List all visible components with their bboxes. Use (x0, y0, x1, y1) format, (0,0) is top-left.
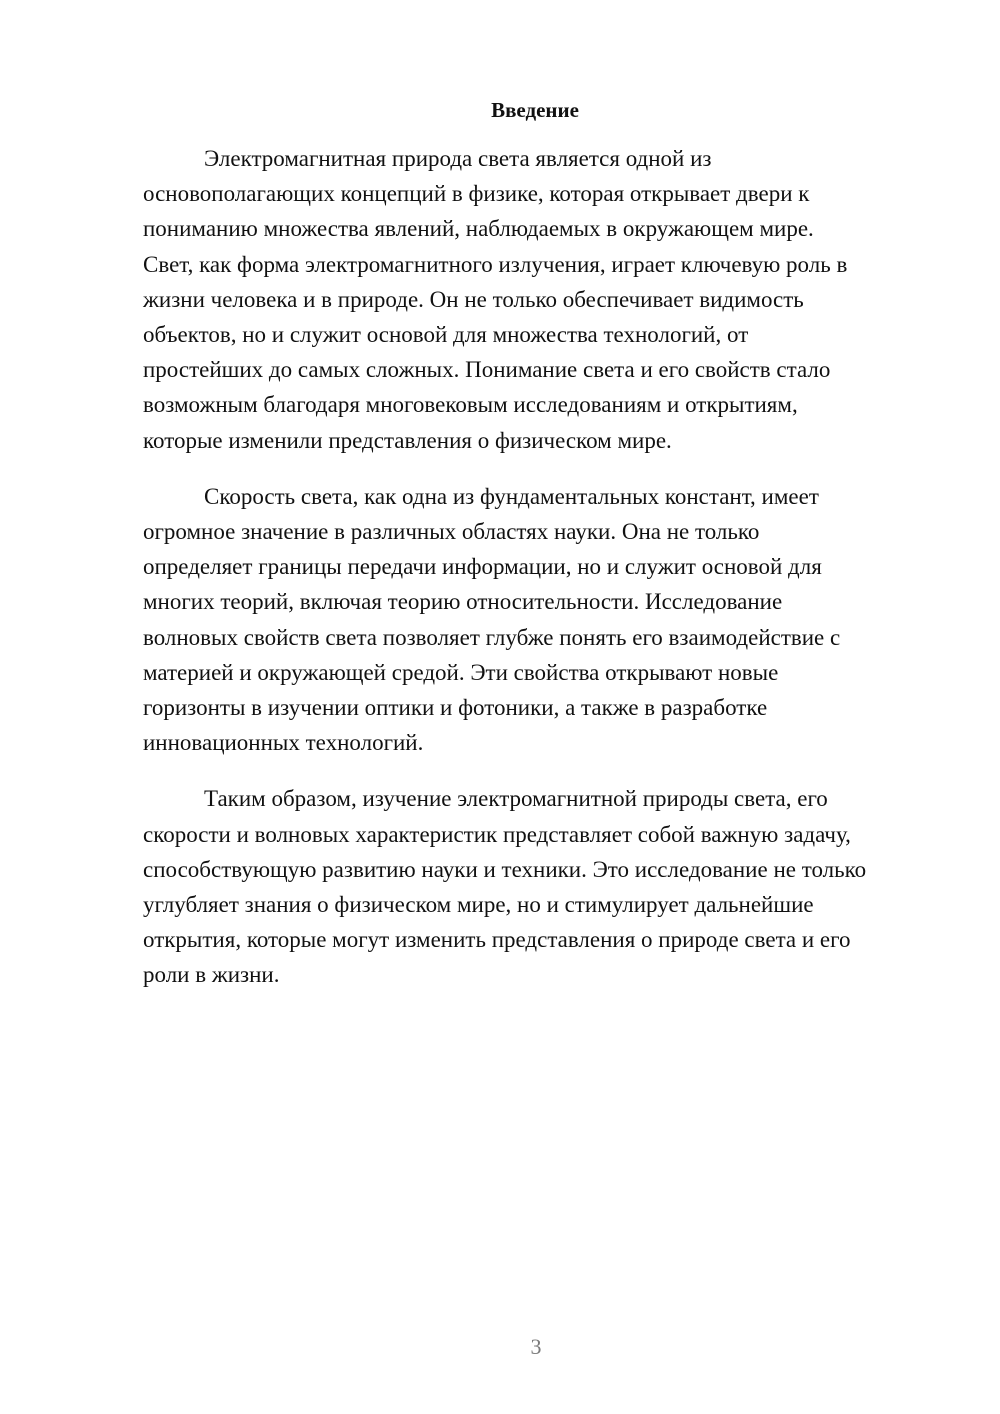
paragraph-line: основополагающих концепций в физике, которая открывает двери к (143, 181, 810, 207)
paragraph-line: объектов, но и служит основой для множества технологий, от (143, 322, 749, 348)
paragraph-2 (143, 479, 928, 761)
paragraph-line: роли в жизни. (143, 962, 280, 988)
paragraph-line: возможным благодаря многовековым исследованиям и открытиям, (143, 392, 798, 418)
paragraph-line: определяет границы передачи информации, но и служит основой для (143, 554, 822, 580)
page-title: Введение (491, 98, 579, 122)
paragraph-line: углубляет знания о физическом мире, но и стимулирует дальнейшие (143, 892, 814, 918)
paragraph-line: Скорость света, как одна из фундаментальных констант, имеет (204, 483, 819, 509)
paragraph-line: материей и окружающей средой. Эти свойства открывают новые (143, 659, 779, 685)
paragraph-line: инновационных технологий. (143, 730, 424, 756)
paragraph-line: способствующую развитию науки и техники. Это исследование не только (143, 856, 867, 882)
paragraph-line: скорости и волновых характеристик представляет собой важную задачу, (143, 821, 851, 847)
paragraph-line: огромное значение в различных областях науки. Она не только (143, 519, 760, 545)
paragraph-line: горизонты в изучении оптики и фотоники, а также в разработке (143, 695, 768, 721)
paragraph-line: которые изменили представления о физическом мире. (143, 427, 672, 453)
paragraph-line: открытия, которые могут изменить представления о природе света и его (143, 927, 851, 953)
paragraph-1 (143, 141, 928, 458)
paragraph-line: многих теорий, включая теорию относительности. Исследование (143, 589, 783, 615)
paragraph-line: Свет, как форма электромагнитного излучения, играет ключевую роль в (143, 251, 848, 277)
paragraph-line: жизни человека и в природе. Он не только обеспечивает видимость (143, 286, 804, 312)
body-text (143, 141, 928, 993)
paragraph-3 (143, 781, 928, 992)
page-number: 3 (530, 1334, 542, 1359)
paragraph-line: волновых свойств света позволяет глубже понять его взаимодействие с (143, 624, 841, 650)
paragraph-line: пониманию множества явлений, наблюдаемых в окружающем мире. (143, 216, 814, 242)
paragraph-line: Электромагнитная природа света является одной из (204, 146, 712, 171)
paragraph-line: Таким образом, изучение электромагнитной природы света, его (204, 786, 828, 812)
paragraph-line: простейших до самых сложных. Понимание света и его свойств стало (143, 357, 831, 383)
